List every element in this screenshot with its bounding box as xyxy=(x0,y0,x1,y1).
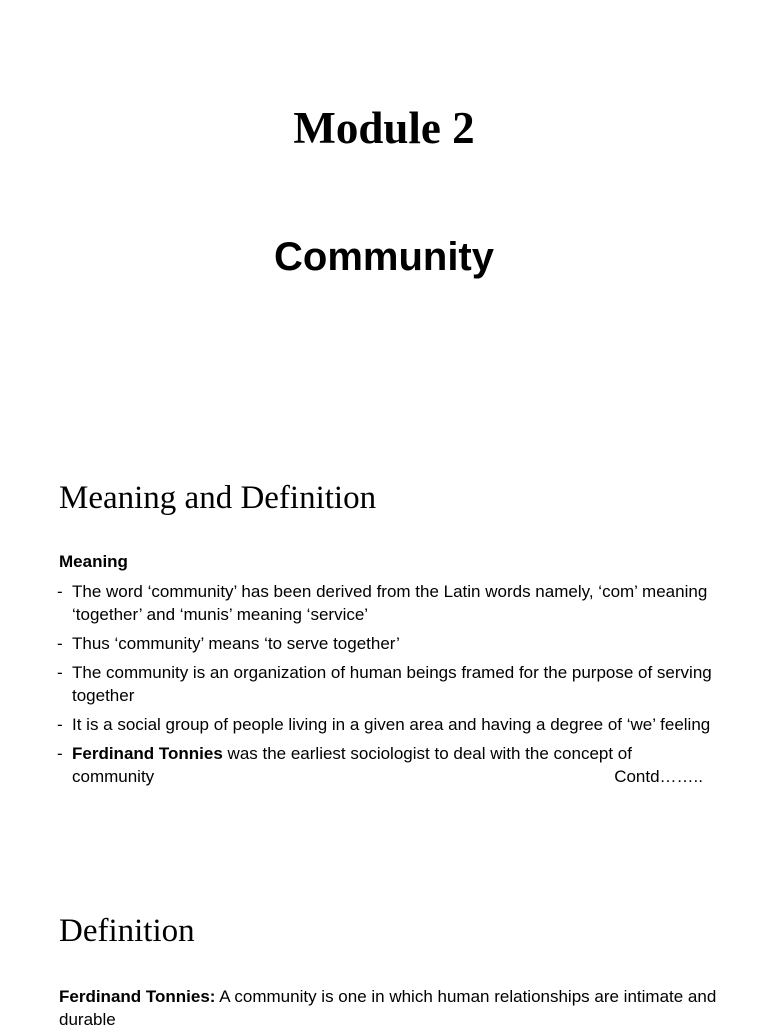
bullet-text: The community is an organization of human beings framed for the purpose of serving together xyxy=(72,663,712,705)
list-item xyxy=(57,661,717,707)
list-item xyxy=(57,742,717,788)
dash-bullet-icon: - xyxy=(57,744,63,763)
bullet-text: The word ‘community’ has been derived from the Latin words namely, ‘com’ meaning ‘together’ and ‘munis’ meaning ‘service’ xyxy=(72,582,708,624)
list-item xyxy=(57,580,717,626)
continued-label: Contd…….. xyxy=(614,767,703,786)
dash-bullet-icon: - xyxy=(57,715,63,734)
bullet-text: It is a social group of people living in a given area and having a degree of ‘we’ feeling xyxy=(72,715,711,734)
bullet-bold-name: Ferdinand Tonnies xyxy=(72,744,223,763)
definition-heading: Definition xyxy=(59,913,195,949)
meaning-definition-heading: Meaning and Definition xyxy=(59,480,377,516)
bullet-text: Thus ‘community’ means ‘to serve together’ xyxy=(72,634,400,653)
definition-paragraph xyxy=(59,985,719,1031)
dash-bullet-icon: - xyxy=(57,663,63,682)
definition-text: A community is one in which human relationships are intimate and durable xyxy=(59,987,717,1029)
list-item xyxy=(57,713,717,736)
dash-bullet-icon: - xyxy=(57,634,63,653)
community-title: Community xyxy=(274,235,494,279)
meaning-bullet-list xyxy=(57,580,717,794)
definition-author: Ferdinand Tonnies: xyxy=(59,987,216,1006)
meaning-subheading: Meaning xyxy=(59,552,128,571)
list-item xyxy=(57,632,717,655)
bullet-text: was the earliest sociologist to deal with the concept of community xyxy=(72,744,632,786)
module-title: Module 2 xyxy=(293,103,475,153)
dash-bullet-icon: - xyxy=(57,582,63,601)
